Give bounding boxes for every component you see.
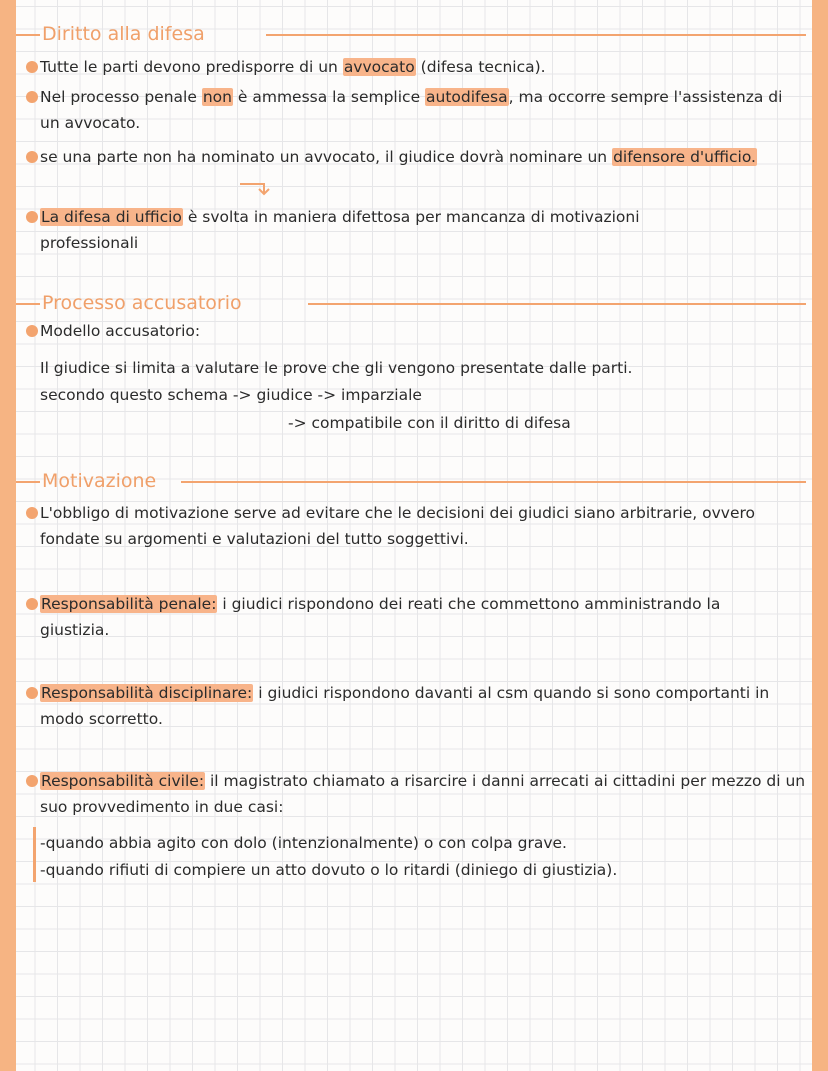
section-heading-motivazione (16, 467, 806, 495)
section-title: Processo accusatorio (42, 292, 242, 314)
list-item: Responsabilità civile: il magistrato chiamato a risarcire i danni arrecati ai cittadini per mezzo di un suo provvedimento in due casi: (26, 768, 806, 820)
section-heading-processo (16, 289, 806, 317)
list-item: La difesa di ufficio è svolta in maniera difettosa per mancanza di motivazioni professionali (26, 204, 726, 256)
list-item: se una parte non ha nominato un avvocato, il giudice dovrà nominare un difensore d'ufficio. (26, 144, 766, 170)
list-item: Modello accusatorio: (26, 318, 806, 344)
section-title: Diritto alla difesa (42, 23, 205, 45)
quote-bar (33, 827, 36, 882)
text-line: secondo questo schema -> giudice -> imparziale (40, 386, 422, 404)
heading-rule (181, 481, 806, 483)
list-item: L'obbligo di motivazione serve ad evitare che le decisioni dei giudici siano arbitrarie, ovvero fondate su argomenti e valutazioni del tutto soggettivi. (26, 500, 806, 552)
bullet-dot-icon (26, 775, 38, 787)
left-margin-stripe (0, 0, 16, 1071)
text-line: -> compatibile con il diritto di difesa (288, 414, 571, 432)
bullet-dot-icon (26, 151, 38, 163)
section-heading-diritto (16, 20, 806, 48)
section-title: Motivazione (42, 470, 157, 492)
bullet-dot-icon (26, 211, 38, 223)
bullet-dot-icon (26, 91, 38, 103)
heading-lead-line (16, 481, 40, 483)
bullet-dot-icon (26, 687, 38, 699)
bullet-dot-icon (26, 61, 38, 73)
heading-rule (308, 303, 806, 305)
heading-rule (266, 34, 806, 36)
right-margin-stripe (812, 0, 828, 1071)
case-line: -quando abbia agito con dolo (intenzionalmente) o con colpa grave. (40, 834, 567, 852)
bullet-dot-icon (26, 325, 38, 337)
arrow-turn-down-icon (238, 178, 274, 196)
case-line: -quando rifiuti di compiere un atto dovuto o lo ritardi (diniego di giustizia). (40, 861, 618, 879)
list-item: Tutte le parti devono predisporre di un avvocato (difesa tecnica). (26, 54, 806, 80)
list-item: Responsabilità penale: i giudici rispondono dei reati che commettono amministrando la giustizia. (26, 591, 746, 643)
heading-lead-line (16, 34, 40, 36)
bullet-dot-icon (26, 507, 38, 519)
list-item: Nel processo penale non è ammessa la semplice autodifesa, ma occorre sempre l'assistenza di un avvocato. (26, 84, 806, 136)
bullet-dot-icon (26, 598, 38, 610)
text-line: Il giudice si limita a valutare le prove che gli vengono presentate dalle parti. (40, 359, 633, 377)
list-item: Responsabilità disciplinare: i giudici rispondono davanti al csm quando si sono comportanti in modo scorretto. (26, 680, 776, 732)
heading-lead-line (16, 303, 40, 305)
